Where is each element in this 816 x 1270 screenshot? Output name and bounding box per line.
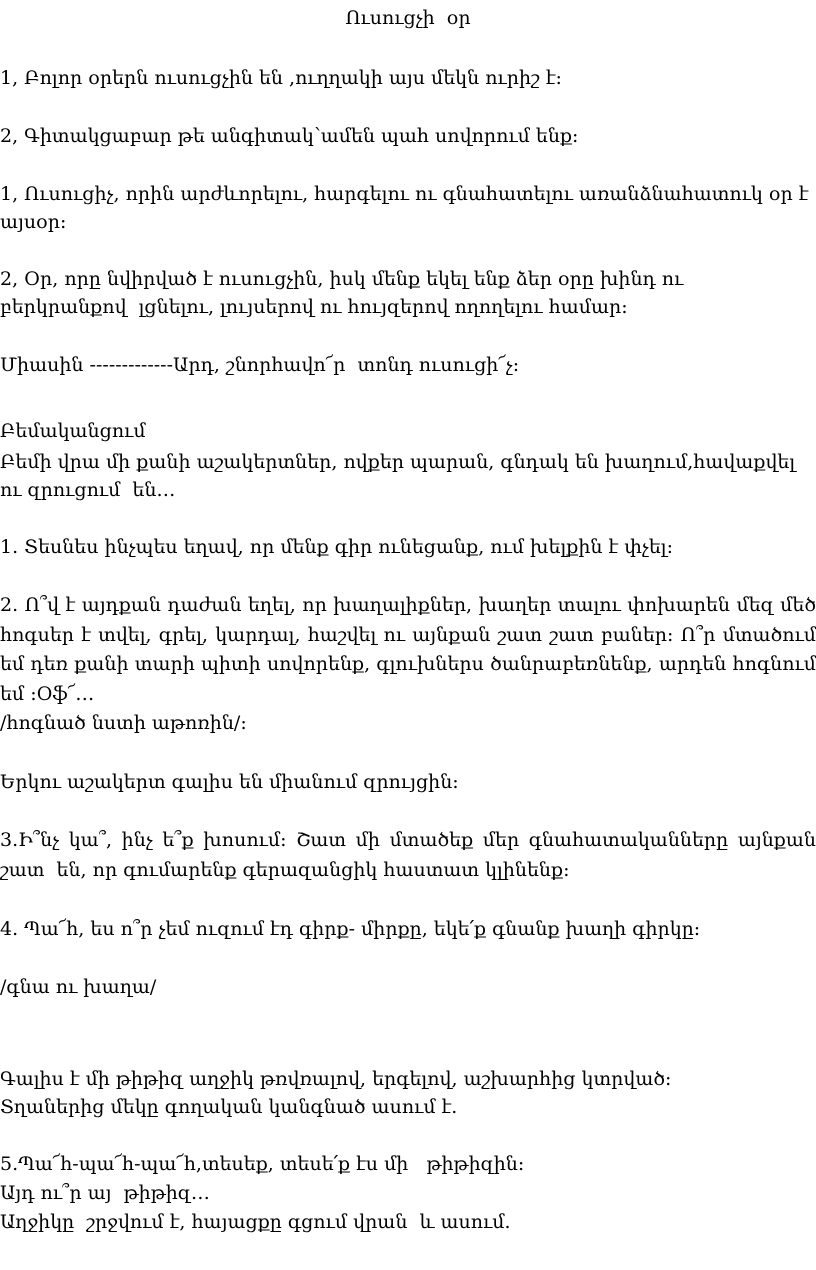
text-line: 3.Ի՞նչ կա՞, ինչ ե՞ք խոսում: Շատ մի մտածեք մեր գնահատականները այնքան [0,829,816,851]
text-line: /գնա ու խաղա/ [0,976,157,998]
text-line: Տղաներից մեկը գողական կանգնած ասում է. [0,1096,458,1118]
text-line: շատ են, որ գումարենք գերազանցիկ հաստատ կլինենք: [0,859,570,881]
text-line: 1. Տեսնես ինչպես եղավ, որ մենք գիր ունեցանք, ում խելքին է փչել: [0,536,673,558]
text-line: Միասին -------------Արդ, շնորհավո՜ր տոնդ ուսուցի՜չ: [0,354,520,376]
text-line: Աղջիկը շրջվում է, հայացքը գցում վրան և ասում. [0,1211,511,1233]
text-line: եմ դեռ քանի տարի պիտի սովորենք, գլուխներս ծանրաբեռնենք, արդեն հոգնում [0,653,816,675]
text-line: Բեմի վրա մի քանի աշակերտներ, ովքեր պարան, գնդակ են խաղում,հավաքվել [0,451,796,473]
text-line: եմ :Օֆ՜… [0,683,95,705]
text-line: հոգսեր է տվել, գրել, կարդալ, հաշվել ու այնքան շատ շատ բաներ: Ո՞ր մտածում [0,624,816,646]
document-title: Ուսուցչի օր [345,7,471,29]
text-line: 4. Պա՜հ, ես ո՞ր չեմ ուզում էդ գիրք- միրքը, եկե՛ք գնանք խաղի գիրկը: [0,918,701,940]
text-line: 2. Ո՞վ է այդքան դաժան եղել, որ խաղալիքներ, խաղեր տալու փոխարեն մեզ մեծ [0,594,816,616]
text-line: /հոգնած նստի աթոռին/: [0,712,247,734]
text-line: 2, Օր, որը նվիրված է ուսուցչին, իսկ մենք եկել ենք ձեր օրը խինդ ու [0,268,684,290]
text-line: 1, Ուսուցիչ, որին արժևորելու, հարգելու ու գնահատելու առանձնահատուկ օր է [0,183,809,205]
text-line: Բեմականցում [0,420,146,442]
text-line: Այդ ու՞ր այ թիթիզ… [0,1182,210,1204]
text-line: 5.Պա՜հ-պա՜հ-պա՜հ,տեսեք, տեսե՛ք էս մի թիթիզին: [0,1153,525,1175]
text-line: բերկրանքով լցնելու, լույսերով ու հույզերով ողողելու համար: [0,296,628,318]
text-line: այսօր: [0,211,67,233]
text-line: 1, Բոլոր օրերն ուսուցչին են ,ուղղակի այս մեկն ուրիշ է: [0,67,562,89]
text-line: Երկու աշակերտ գալիս են միանում զրույցին: [0,771,459,793]
text-line: Գալիս է մի թիթիզ աղջիկ թռվռալով, երգելով, աշխարհից կտրված: [0,1068,672,1090]
text-line: ու զրուցում են… [0,479,176,501]
text-line: 2, Գիտակցաբար թե անգիտակ՝ամեն պահ սովորում ենք: [0,125,579,147]
